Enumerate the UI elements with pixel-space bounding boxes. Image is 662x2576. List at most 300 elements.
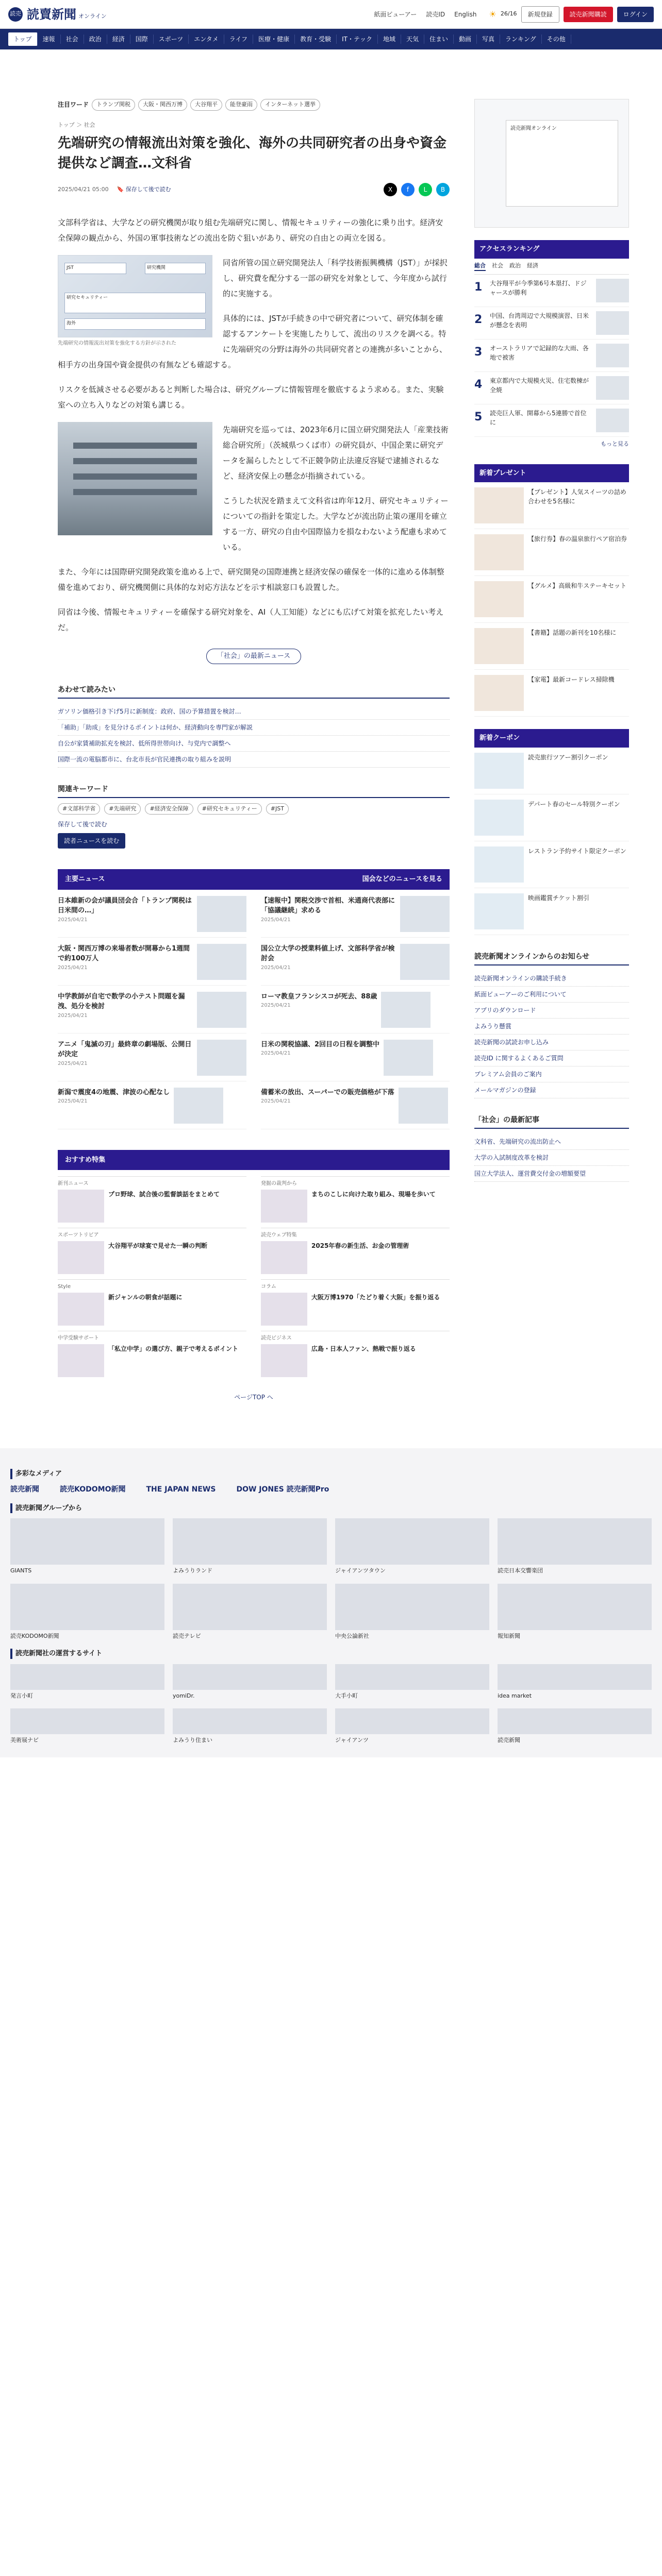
main-news-heading: 主要ニュース (65, 875, 105, 883)
news-title: 日米の関税協議、2回目の日程を調整中 (261, 1040, 380, 1048)
article-paragraph: 同省所管の国立研究開発法人「科学技術振興機構（JST）」が採択し、研究費を配分する一部の研究を対象として、今年度から試行的に実施する。 (223, 258, 448, 298)
topic-tag[interactable]: 大阪・関西万博 (138, 99, 187, 111)
article-paragraph: こうした状況を踏まえて文科省は昨年12月、研究セキュリティーについての指針を策定した。大学などが流出防止策の運用を確立する一方、研究の自由や国際協力を損なわないよう配慮も求めている。 (223, 496, 449, 552)
ad-content: 読売新聞オンライン (506, 120, 618, 207)
notice-link[interactable]: 読売新聞オンラインの購読手続き (474, 971, 629, 987)
present-thumbnail (474, 534, 524, 570)
ranking-heading: アクセスランキング (474, 240, 629, 259)
save-later-link[interactable]: 保存して後で読む (58, 821, 108, 828)
global-nav (0, 29, 662, 49)
recommend-label: Style (58, 1284, 71, 1290)
recommend-thumbnail (261, 1344, 307, 1377)
notice-heading: 読売新聞オンラインからのお知らせ (474, 947, 629, 965)
recommend-card[interactable] (261, 1331, 450, 1377)
recommend-card[interactable] (261, 1176, 450, 1223)
x-share-icon[interactable]: X (384, 183, 397, 196)
recommend-card[interactable] (58, 1228, 246, 1274)
brand-link[interactable]: 読売新聞 (10, 1485, 39, 1494)
recommend-thumbnail (58, 1293, 104, 1326)
news-title: 大阪・関西万博の来場者数が開幕から1週間で約100万人 (58, 944, 190, 962)
more-news-button[interactable]: 「社会」の最新ニュース (206, 649, 301, 664)
recommend-card[interactable] (261, 1279, 450, 1326)
present-title: 【旅行券】春の温泉旅行ペア宿泊券 (528, 535, 627, 543)
coupon-title: 読売旅行ツアー割引クーポン (528, 753, 608, 761)
related-link[interactable]: 「補助」「助成」を見分けるポイントは何か、経済動向を専門家が解説 (58, 720, 450, 736)
news-card[interactable] (261, 1040, 450, 1081)
topic-bar (58, 99, 450, 111)
news-title: 【速報中】関税交渉で首相、米通商代表部に「協議継続」求める (261, 896, 395, 914)
recommend-title: 「私立中学」の選び方、親子で考えるポイント (108, 1345, 239, 1352)
header-link-viewer[interactable]: 紙面ビューアー (374, 10, 417, 18)
service-title: ジャイアンツ (335, 1737, 369, 1743)
news-card[interactable] (58, 896, 246, 938)
keyword-tag[interactable]: #研究セキュリティー (197, 803, 262, 815)
sun-icon: ☀ (489, 9, 496, 19)
bookmark-icon: 🔖 (117, 185, 124, 193)
recommend-title: 新ジャンルの朝食が話題に (108, 1294, 183, 1301)
news-thumbnail (197, 992, 246, 1028)
notice-link[interactable]: 紙面ビューアーのご利用について (474, 987, 629, 1003)
page-body (0, 49, 662, 1417)
brand-link[interactable]: THE JAPAN NEWS (146, 1485, 216, 1494)
news-date: 2025/04/21 (58, 1060, 88, 1066)
related-link[interactable]: 国際一流の電脳都市に、台北市長が官民連携の取り組みを説明 (58, 752, 450, 768)
news-date: 2025/04/21 (58, 1012, 88, 1019)
service-logo (335, 1708, 489, 1734)
footer-group (0, 1503, 662, 1641)
coupon-item[interactable] (474, 888, 629, 935)
rank-title: 大谷翔平が今季第6号本塁打、ドジャースが勝利 (490, 280, 587, 296)
news-date: 2025/04/21 (58, 964, 88, 971)
news-card[interactable] (261, 944, 450, 986)
news-thumbnail (197, 944, 246, 980)
rank-number: 1 (474, 281, 483, 294)
service-title: 大手小町 (335, 1692, 358, 1699)
diagram-image (58, 255, 212, 337)
news-thumbnail (384, 1040, 433, 1076)
news-card[interactable] (58, 944, 246, 986)
present-heading: 新着プレゼント (474, 464, 629, 483)
nav-item[interactable]: スポーツ (154, 35, 189, 44)
nav-item[interactable]: 経済 (107, 35, 130, 44)
group-card[interactable] (498, 1584, 652, 1641)
latest-link[interactable]: 国立大学法人、運営費交付金の増額要望 (474, 1166, 629, 1182)
news-date: 2025/04/21 (261, 1098, 291, 1104)
header-link-english[interactable]: English (454, 10, 477, 18)
rank-title: オーストラリアで記録的な大雨、各地で被害 (490, 345, 589, 361)
nav-item[interactable]: その他 (542, 35, 571, 44)
group-thumbnail (173, 1518, 327, 1565)
nav-item[interactable]: 医療・健康 (253, 35, 295, 44)
rank-title: 中国、台湾周辺で大規模演習、日米が懸念を表明 (490, 312, 589, 329)
header-links (374, 10, 476, 19)
recommend-title: プロ野球、試合後の監督談話をまとめて (108, 1191, 220, 1198)
weather-temp: 26/16 (500, 10, 517, 18)
group-thumbnail (173, 1584, 327, 1630)
keyword-tag[interactable]: #文部科学省 (58, 803, 100, 815)
rank-thumbnail (596, 376, 629, 400)
group-thumbnail (10, 1518, 164, 1565)
news-card[interactable] (261, 992, 450, 1033)
news-card[interactable] (58, 1088, 246, 1129)
coupon-heading: 新着クーポン (474, 729, 629, 748)
main-news-bar (58, 869, 450, 890)
news-thumbnail (399, 1088, 448, 1124)
reader-news-button[interactable]: 読者ニュースを読む (58, 833, 125, 849)
service-logo (498, 1708, 652, 1734)
brand-link[interactable]: DOW JONES 読売新聞Pro (236, 1485, 329, 1494)
service-logo (498, 1664, 652, 1690)
recommend-grid (58, 1176, 450, 1377)
present-title: 【書籍】話題の新刊を10名様に (528, 629, 617, 636)
notice-link[interactable]: アプリのダウンロード (474, 1003, 629, 1019)
recommend-label: 読売ビジネス (261, 1335, 292, 1341)
nav-item[interactable]: 社会 (61, 35, 84, 44)
topic-tag[interactable]: 大谷翔平 (190, 99, 222, 111)
diagram-box: 海外 (64, 318, 206, 330)
group-title: 報知新聞 (498, 1632, 520, 1639)
recommend-label: スポーツトリビア (58, 1232, 99, 1238)
coupon-item[interactable] (474, 748, 629, 794)
nav-item[interactable]: ランキング (500, 35, 542, 44)
recommend-title: 広島・日本人ファン、熱戦で振り返る (311, 1345, 416, 1352)
nav-item[interactable]: 天気 (401, 35, 424, 44)
present-thumbnail (474, 675, 524, 711)
service-card[interactable] (10, 1708, 164, 1745)
group-title: 読売テレビ (173, 1632, 201, 1639)
coupon-title: 映画鑑賞チケット割引 (528, 894, 589, 902)
recommend-title: まちのこしに向けた取り組み、現場を歩いて (311, 1191, 436, 1198)
recommend-bar (58, 1150, 450, 1171)
nav-item[interactable]: 地域 (378, 35, 401, 44)
present-thumbnail (474, 628, 524, 664)
figure-caption: 先端研究の情報流出対策を強化する方針が示された (58, 341, 176, 346)
main-news-grid (58, 896, 450, 1129)
keyword-tag[interactable]: #経済安全保障 (145, 803, 193, 815)
tab-total[interactable]: 総合 (474, 262, 486, 272)
topic-tag[interactable]: 能登豪雨 (225, 99, 257, 111)
news-thumbnail (400, 944, 450, 980)
tab-politics[interactable]: 政治 (509, 262, 521, 269)
building-image (58, 422, 212, 535)
recommend-thumbnail (58, 1190, 104, 1223)
recommend-thumbnail (58, 1344, 104, 1377)
ranking-item[interactable] (474, 275, 629, 307)
notice-link[interactable]: メールマガジンの登録 (474, 1082, 629, 1098)
hatena-share-icon[interactable]: B (436, 183, 450, 196)
nav-item[interactable]: 住まい (424, 35, 454, 44)
service-title: 発言小町 (10, 1692, 33, 1699)
news-card[interactable] (261, 1088, 450, 1129)
rank-number: 5 (474, 411, 483, 423)
service-title: yomiDr. (173, 1692, 195, 1699)
service-card[interactable] (498, 1664, 652, 1701)
line-share-icon[interactable]: L (419, 183, 432, 196)
article-title: 先端研究の情報流出対策を強化、海外の共同研究者の出身や資金提供など調査…文科省 (58, 135, 447, 171)
rank-thumbnail (596, 279, 629, 302)
recommend-card[interactable] (261, 1228, 450, 1274)
facebook-share-icon[interactable]: f (401, 183, 415, 196)
group-card[interactable] (335, 1518, 489, 1575)
footer-services-heading: 読売新聞社の運営するサイト (10, 1649, 652, 1659)
topic-label: 注目ワード (58, 101, 89, 109)
coupon-title: レストラン予約サイト限定クーポン (528, 847, 626, 855)
article-paragraph: 具体的には、JSTが手続きの中で研究者について、研究体制を確認するアンケートを実施したりして、流出のリスクを調べる。特に先端研究の分野は海外の共同研究者との連携が多いことから、相手方の出身国や資金提供の有無なども確認する。 (58, 314, 448, 369)
service-logo (10, 1664, 164, 1690)
news-title: ローマ教皇フランシスコが死去、88歳 (261, 992, 377, 1001)
news-date: 2025/04/21 (261, 917, 291, 923)
save-label: 保存して後で読む (125, 185, 171, 193)
footer-group-heading: 読売新聞グループから (10, 1503, 652, 1514)
news-title: 国公立大学の授業料値上げ、文部科学省が検討会 (261, 944, 395, 962)
group-thumbnail (335, 1518, 489, 1565)
login-button[interactable]: ログイン (617, 7, 654, 22)
coupon-thumbnail (474, 893, 524, 929)
header-link-id[interactable]: 読売ID (426, 10, 445, 18)
group-title: よみうりランド (173, 1567, 212, 1574)
recommend-title: 大谷翔平が球宴で見せた一瞬の判断 (108, 1242, 208, 1249)
service-title: よみうり住まい (173, 1737, 212, 1743)
nav-item[interactable]: IT・テック (337, 35, 378, 44)
service-logo (10, 1708, 164, 1734)
ranking-tabs (474, 259, 629, 275)
keyword-heading: 関連キーワード (58, 780, 450, 798)
article-paragraph: また、今年には国際研究開発政策を進める上で、研究開発の国際連携と経済安保の確保を一体的に進める体制整備を進めており、研究機関側に具体的な対応方法などを示す相談窓口も設置した。 (58, 567, 444, 592)
latest-link[interactable]: 大学の入試制度改革を検討 (474, 1150, 629, 1166)
site-header (0, 0, 662, 29)
news-thumbnail (197, 1040, 246, 1076)
subscribe-button[interactable]: 読売新聞購読 (564, 7, 613, 22)
diagram-box: 研究セキュリティー (64, 293, 206, 313)
ranking-item[interactable] (474, 372, 629, 404)
article-paragraph: リスクを低減させる必要があると判断した場合は、研究グループに情報管理を徹底するよう求める。また、実験室への立ち入りなどの対策も講じる。 (58, 385, 444, 410)
recommend-label: 新刊ニュース (58, 1181, 89, 1187)
page-top-link[interactable]: ページTOP へ (234, 1394, 273, 1401)
sidebar (474, 49, 629, 1417)
latest-heading: 「社会」の最新記事 (474, 1111, 629, 1129)
service-card[interactable] (335, 1708, 489, 1745)
rank-thumbnail (596, 409, 629, 432)
article-paragraph: 先端研究を巡っては、2023年6月に国立研究開発法人「産業技術総合研究所」（茨城県つくば市）の研究員が、中国企業に研究データを漏らしたとして不正競争防止法違反容疑で逮捕されるなど、経済安保上の懸念が指摘されている。 (223, 425, 449, 481)
present-title: 【グルメ】高級和牛ステーキセット (528, 582, 627, 589)
nav-item[interactable]: 写真 (477, 35, 500, 44)
group-thumbnail (498, 1518, 652, 1565)
present-thumbnail (474, 487, 524, 523)
keyword-tag[interactable]: #先端研究 (104, 803, 141, 815)
register-button[interactable]: 新規登録 (521, 6, 559, 23)
news-date: 2025/04/21 (261, 1003, 291, 1008)
ranking-item[interactable] (474, 404, 629, 437)
service-card[interactable] (173, 1708, 327, 1745)
recommend-heading: おすすめ特集 (65, 1156, 106, 1164)
keyword-list (58, 803, 450, 815)
nav-home[interactable]: トップ (8, 32, 38, 46)
recommend-title: 大阪万博1970「たどり着く大阪」を振り返る (311, 1294, 440, 1301)
present-title: 【家電】最新コードレス掃除機 (528, 676, 615, 683)
present-item[interactable] (474, 576, 629, 623)
breadcrumb[interactable]: トップ ＞ 社会 (58, 121, 95, 128)
nav-item[interactable]: 国際 (130, 35, 154, 44)
brand-link[interactable]: 読売KODOMO新聞 (60, 1485, 126, 1494)
group-card[interactable] (10, 1518, 164, 1575)
rank-thumbnail (596, 344, 629, 367)
article-figure[interactable] (58, 255, 212, 347)
ranking-item[interactable] (474, 307, 629, 340)
rank-number: 4 (474, 378, 483, 391)
article-main (58, 49, 450, 1417)
tab-society[interactable]: 社会 (492, 262, 503, 269)
news-thumbnail (174, 1088, 223, 1124)
group-card[interactable] (498, 1518, 652, 1575)
site-footer (0, 1448, 662, 1757)
service-title: idea market (498, 1692, 532, 1699)
recommend-label: コラム (261, 1284, 276, 1290)
group-title: 読売日本交響楽団 (498, 1567, 543, 1574)
recommend-label: 読売ウェブ特集 (261, 1232, 297, 1238)
group-thumbnail (335, 1584, 489, 1630)
nav-item[interactable]: エンタメ (189, 35, 224, 44)
present-item[interactable] (474, 623, 629, 670)
footer-media (0, 1469, 662, 1495)
service-logo (335, 1664, 489, 1690)
recommend-thumbnail (58, 1241, 104, 1274)
rank-number: 2 (474, 313, 483, 326)
news-thumbnail (400, 896, 450, 932)
related-link[interactable]: 自公が家賃補助拡充を検討、低所得世帯向け、与党内で調整へ (58, 736, 450, 752)
news-date: 2025/04/21 (58, 917, 88, 923)
site-logo-sub: オンライン (78, 13, 107, 20)
nav-item[interactable]: 政治 (84, 35, 107, 44)
diagram-box: 研究機関 (145, 263, 206, 274)
notice-link[interactable]: プレミアム会員のご案内 (474, 1066, 629, 1082)
coupon-item[interactable] (474, 841, 629, 888)
notice-list (474, 971, 629, 1098)
group-card[interactable] (10, 1584, 164, 1641)
diagram-box: JST (64, 263, 126, 274)
nav-item[interactable]: 教育・受験 (295, 35, 337, 44)
nav-item[interactable]: ライフ (224, 35, 253, 44)
ranking-item[interactable] (474, 340, 629, 372)
service-card[interactable] (10, 1664, 164, 1701)
sidebar-ad[interactable] (474, 99, 629, 228)
notice-link[interactable]: 読売ID に関するよくあるご質問 (474, 1050, 629, 1066)
rank-number: 3 (474, 346, 483, 359)
brand-list (10, 1484, 652, 1495)
present-item[interactable] (474, 670, 629, 717)
news-title: 中学教師が自宅で数学の小テスト問題を漏洩、処分を検討 (58, 992, 185, 1010)
article-paragraph: 文部科学省は、大学などの研究機関が取り組む先端研究に関し、情報セキュリティーの強化に乗り出す。経済安全保障の観点から、外国の軍事技術などの流出を防ぐ狙いがあり、研究の自由との両立を図る。 (58, 218, 443, 243)
news-title: 備蓄米の放出、スーパーでの販売価格が下落 (261, 1088, 394, 1096)
group-card[interactable] (173, 1518, 327, 1575)
keyword-tag[interactable]: #JST (266, 803, 289, 815)
service-card[interactable] (498, 1708, 652, 1745)
recommend-thumbnail (261, 1190, 307, 1223)
share-buttons (384, 183, 450, 196)
rank-thumbnail (596, 311, 629, 335)
main-news-more[interactable]: 国会などのニュースを見る (362, 875, 442, 883)
group-title: ジャイアンツタウン (335, 1567, 386, 1574)
news-thumbnail (197, 896, 246, 932)
coupon-thumbnail (474, 753, 524, 789)
coupon-thumbnail (474, 800, 524, 836)
service-grid (10, 1664, 652, 1745)
recommend-label: 中学受験サポート (58, 1335, 99, 1341)
nav-item[interactable]: 動画 (454, 35, 477, 44)
group-title: 中央公論新社 (335, 1632, 369, 1639)
present-title: 【プレゼント】人気スイーツの詰め合わせを5名様に (528, 488, 626, 505)
related-list (58, 704, 450, 768)
rank-title: 読売巨人軍、開幕から5連勝で首位に (490, 410, 587, 426)
ranking-more-link[interactable]: もっと見る (601, 440, 629, 447)
topic-tag[interactable]: トランプ関税 (92, 99, 135, 111)
service-card[interactable] (173, 1664, 327, 1701)
group-card[interactable] (335, 1584, 489, 1641)
latest-link[interactable]: 文科省、先端研究の流出防止へ (474, 1134, 629, 1150)
article-meta (58, 183, 450, 196)
footer-media-heading: 多彩なメディア (10, 1469, 652, 1479)
group-thumbnail (498, 1584, 652, 1630)
service-card[interactable] (335, 1664, 489, 1701)
tab-economy[interactable]: 経済 (527, 262, 538, 269)
recommend-card[interactable] (58, 1331, 246, 1377)
article-date: 2025/04/21 05:00 (58, 185, 109, 193)
recommend-card[interactable] (58, 1279, 246, 1326)
news-thumbnail (381, 992, 431, 1028)
coupon-item[interactable] (474, 794, 629, 841)
group-thumbnail (10, 1584, 164, 1630)
weather-widget[interactable] (489, 8, 517, 21)
service-logo (173, 1664, 327, 1690)
nav-item[interactable]: 速報 (38, 35, 61, 44)
present-thumbnail (474, 581, 524, 617)
latest-list (474, 1134, 629, 1182)
news-date: 2025/04/21 (261, 964, 291, 971)
group-card[interactable] (173, 1584, 327, 1641)
present-item[interactable] (474, 482, 629, 529)
article-paragraph: 同省は今後、情報セキュリティーを確保する研究対象を、AI（人工知能）などにも広げて対策を拡充したい考えだ。 (58, 607, 444, 632)
news-title: 新潟で震度4の地震、津波の心配なし (58, 1088, 170, 1096)
group-title: GIANTS (10, 1567, 32, 1574)
building-photo[interactable] (58, 422, 212, 535)
save-button[interactable] (117, 185, 171, 194)
news-date: 2025/04/21 (261, 1050, 291, 1056)
notice-link[interactable]: よみうり懸賞 (474, 1019, 629, 1035)
news-title: アニメ「鬼滅の刃」最終章の劇場版、公開日が決定 (58, 1040, 192, 1058)
coupon-title: デパート春のセール特別クーポン (528, 800, 620, 808)
logo-mark[interactable]: 読売 (8, 7, 23, 22)
service-logo (173, 1708, 327, 1734)
recommend-title: 2025年春の新生活、お金の管理術 (311, 1242, 409, 1249)
news-card[interactable] (58, 1040, 246, 1081)
related-heading: あわせて読みたい (58, 681, 450, 699)
service-title: 美術展ナビ (10, 1737, 39, 1743)
topic-tag[interactable]: インターネット選挙 (260, 99, 320, 111)
footer-services (0, 1649, 662, 1745)
present-item[interactable] (474, 529, 629, 576)
news-card[interactable] (58, 992, 246, 1033)
site-logo[interactable]: 読賣新聞 (27, 6, 76, 22)
recommend-card[interactable] (58, 1176, 246, 1223)
recommend-thumbnail (261, 1241, 307, 1274)
coupon-thumbnail (474, 846, 524, 883)
news-title: 日本維新の会が議員団会合「トランプ関税は日米間の…」 (58, 896, 192, 914)
news-date: 2025/04/21 (58, 1098, 88, 1104)
notice-link[interactable]: 読売新聞の試読お申し込み (474, 1035, 629, 1050)
service-title: 読売新聞 (498, 1737, 520, 1743)
recommend-thumbnail (261, 1293, 307, 1326)
news-card[interactable] (261, 896, 450, 938)
related-link[interactable]: ガソリン価格引き下げ5月に新制度：政府、国の予算措置を検討… (58, 704, 450, 720)
